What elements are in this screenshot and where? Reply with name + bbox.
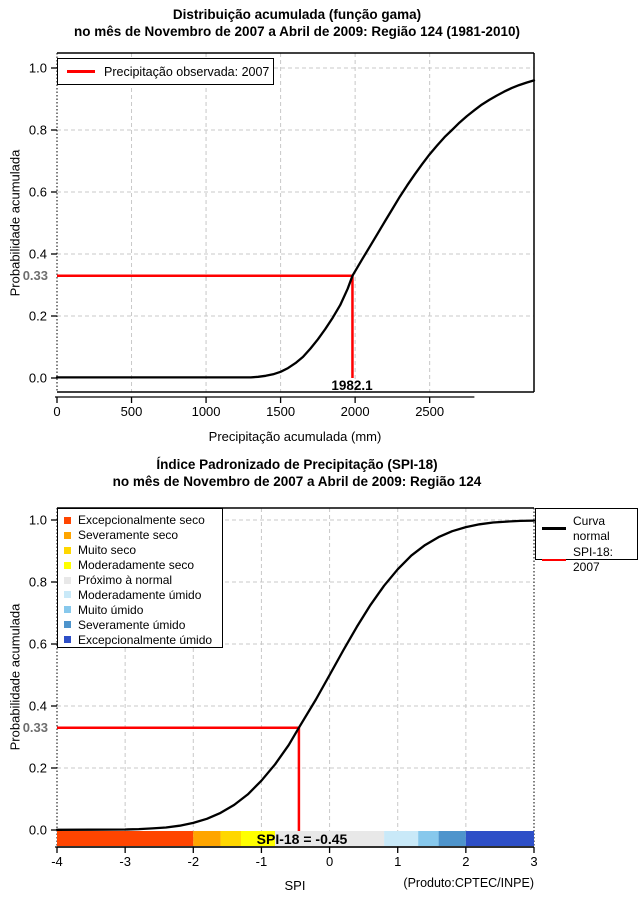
category-label: Muito seco xyxy=(78,543,137,558)
spi-value-annotation: SPI-18 = -0.45 xyxy=(256,831,348,847)
spi-category-item xyxy=(64,543,222,558)
spi-colorbar-segment xyxy=(466,831,534,846)
x-tick-label: -4 xyxy=(51,854,63,869)
x-tick-label: 2500 xyxy=(415,404,445,419)
legend-item-normal-curve xyxy=(542,514,637,543)
y-tick-label: 1.0 xyxy=(28,512,47,528)
category-label: Próximo à normal xyxy=(78,573,173,587)
legend-label-line: SPI-18: 2007 xyxy=(573,545,614,574)
chart1-x-axis-label: Precipitação acumulada (mm) xyxy=(208,429,382,444)
x-tick-label: 3 xyxy=(530,854,538,869)
x-tick-label: 0 xyxy=(53,404,61,419)
spi-colorbar-segment xyxy=(57,831,193,846)
x-tick-label: -3 xyxy=(119,854,131,869)
x-tick-label: 0 xyxy=(325,854,334,869)
chart1-marker-probability-label: 0.33 xyxy=(22,268,48,283)
legend-label-line: normal xyxy=(573,528,610,543)
category-label: Excepcionalmente úmido xyxy=(78,632,213,647)
y-tick-label: 0.6 xyxy=(28,636,47,652)
spi-colorbar-segment xyxy=(418,831,438,846)
x-tick-label: 2 xyxy=(462,854,470,869)
black-line-sample xyxy=(542,527,566,530)
spi-category-item xyxy=(64,587,222,602)
spi-category-item xyxy=(64,558,222,573)
chart1-legend xyxy=(57,58,274,85)
y-tick-label: 0.2 xyxy=(28,760,47,776)
y-tick-label: 0.4 xyxy=(28,246,47,262)
category-color-swatch xyxy=(64,577,71,584)
x-tick-label: 2000 xyxy=(340,404,370,419)
category-label: Severamente seco xyxy=(78,528,179,543)
x-tick-label: 1000 xyxy=(191,404,221,419)
x-tick-label: 1 xyxy=(394,854,402,869)
spi-category-item xyxy=(64,617,222,632)
category-label: Muito úmido xyxy=(78,602,144,617)
product-credit: (Produto:CPTEC/INPE) xyxy=(403,876,534,890)
category-color-swatch xyxy=(64,532,71,539)
chart1-y-axis-label: Probabilidade acumulada xyxy=(7,149,23,297)
y-tick-label: 0.4 xyxy=(28,698,47,714)
spi-categories-legend xyxy=(57,508,223,648)
x-tick-label: 500 xyxy=(120,404,143,419)
chart1-legend-label: Precipitação observada: 2007 xyxy=(104,64,270,79)
gamma-cdf-curve xyxy=(57,80,534,377)
category-label: Excepcionalmente seco xyxy=(78,513,205,528)
category-color-swatch xyxy=(64,562,71,569)
spi-category-item xyxy=(64,602,222,617)
spi-category-item xyxy=(64,513,222,528)
y-tick-label: 0.6 xyxy=(28,184,47,200)
spi-category-item xyxy=(64,573,222,588)
category-label: Moderadamente seco xyxy=(78,558,195,573)
x-tick-label: -2 xyxy=(187,854,200,869)
chart1-subtitle: no mês de Novembro de 2007 a Abril de 2009: Região 124 (1981-2010) xyxy=(74,24,520,39)
y-tick-label: 0.0 xyxy=(28,370,47,386)
category-color-swatch xyxy=(64,517,71,524)
spi-colorbar-segment xyxy=(384,831,418,846)
y-tick-label: 1.0 xyxy=(28,60,47,76)
legend-label-line: Curva xyxy=(573,514,606,528)
y-tick-label: 0.0 xyxy=(28,822,47,838)
category-color-swatch xyxy=(64,606,71,613)
chart2-y-axis-label: Probabilidade acumulada xyxy=(7,603,23,751)
spi-category-item xyxy=(64,528,222,543)
chart2-marker-probability-label: 0.33 xyxy=(22,720,48,735)
y-tick-label: 0.8 xyxy=(28,574,47,590)
y-tick-label: 0.8 xyxy=(28,122,47,138)
category-label: Moderadamente úmido xyxy=(78,587,202,602)
chart2-title: Índice Padronizado de Precipitação (SPI-18) xyxy=(156,457,438,472)
category-color-swatch xyxy=(64,547,71,554)
spi-colorbar-segment xyxy=(193,831,220,846)
legend-item-spi-2007 xyxy=(542,545,637,575)
chart1-title: Distribuição acumulada (função gama) xyxy=(172,7,422,22)
red-line-sample xyxy=(67,70,95,73)
x-tick-label: -1 xyxy=(255,854,268,869)
chart2-subtitle: no mês de Novembro de 2007 a Abril de 2009: Região 124 xyxy=(112,474,482,489)
y-tick-label: 0.2 xyxy=(28,308,47,324)
category-color-swatch xyxy=(64,621,71,628)
category-label: Severamente úmido xyxy=(78,617,186,632)
chart2-legend xyxy=(535,508,638,574)
category-color-swatch xyxy=(64,591,71,598)
spi-colorbar-segment xyxy=(439,831,466,846)
spi-category-item xyxy=(64,632,222,647)
red-line-sample xyxy=(542,559,566,562)
category-color-swatch xyxy=(64,636,71,643)
x-tick-label: 1500 xyxy=(266,404,296,419)
chart2-x-axis-label: SPI xyxy=(284,878,306,893)
chart1-marker-value-label: 1982.1 xyxy=(331,378,373,393)
